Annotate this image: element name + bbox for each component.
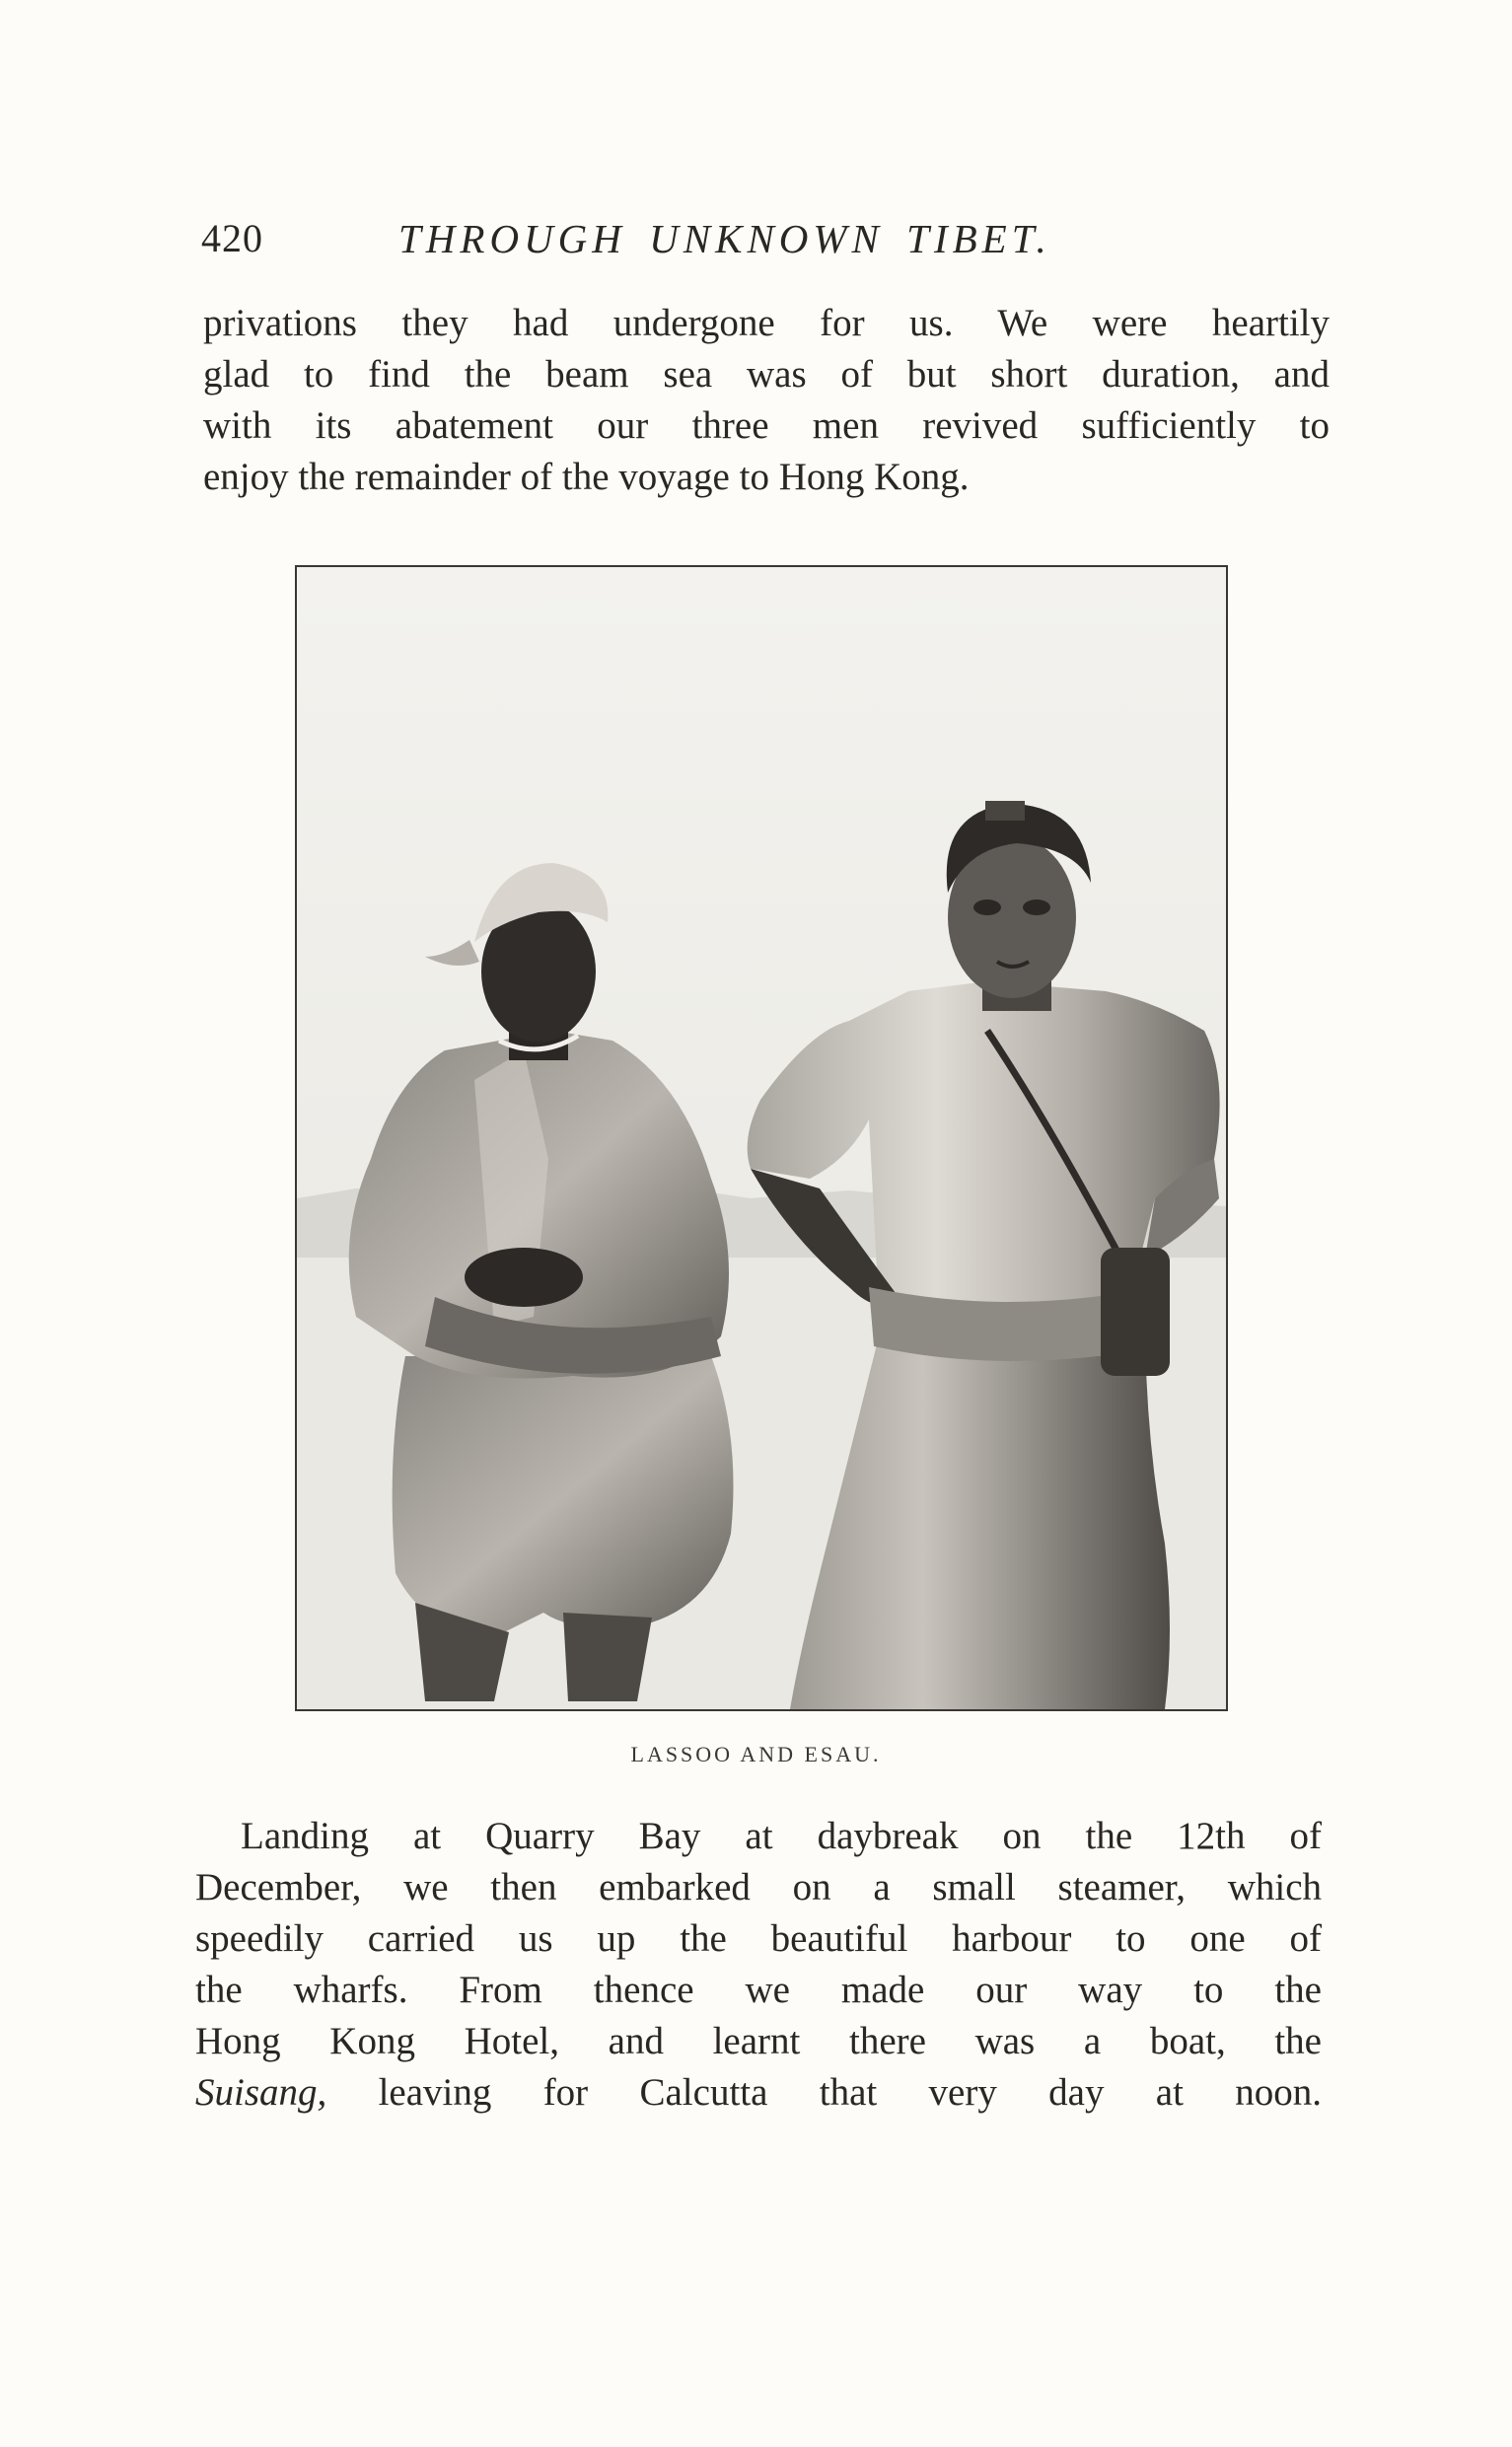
text-line: glad to find the beam sea was of but short duration, and [203,353,1330,396]
photo-illustration [295,565,1228,1711]
text-line: the wharfs. From thence we made our way to the [195,1969,1322,2011]
running-head [201,215,1326,274]
page-number: 420 [201,216,263,260]
text-line: enjoy the remainder of the voyage to Hong Kong. [203,456,970,498]
text-line: Landing at Quarry Bay at daybreak on the 12th of [241,1815,1322,1857]
ship-name: Suisang, [195,2071,327,2114]
text-line: with its abatement our three men revived sufficiently to [203,404,1330,447]
two-men-photo [297,567,1226,1709]
text-line-last [195,2067,1322,2119]
text-line: Hong Kong Hotel, and learnt there was a boat, the [195,2020,1322,2062]
paragraph-2 [195,1811,1322,2119]
text-line: privations they had undergone for us. We were heartily [203,302,1330,344]
text-line: speedily carried us up the beautiful harbour to one of [195,1917,1322,1960]
figure-caption: LASSOO AND ESAU. [630,1742,882,1766]
text-line-rest: leaving for Calcutta that very day at noon. [326,2071,1322,2114]
running-title: THROUGH UNKNOWN TIBET. [398,216,1051,261]
paragraph-1 [203,298,1330,503]
text-line: December, we then embarked on a small steamer, which [195,1866,1322,1908]
